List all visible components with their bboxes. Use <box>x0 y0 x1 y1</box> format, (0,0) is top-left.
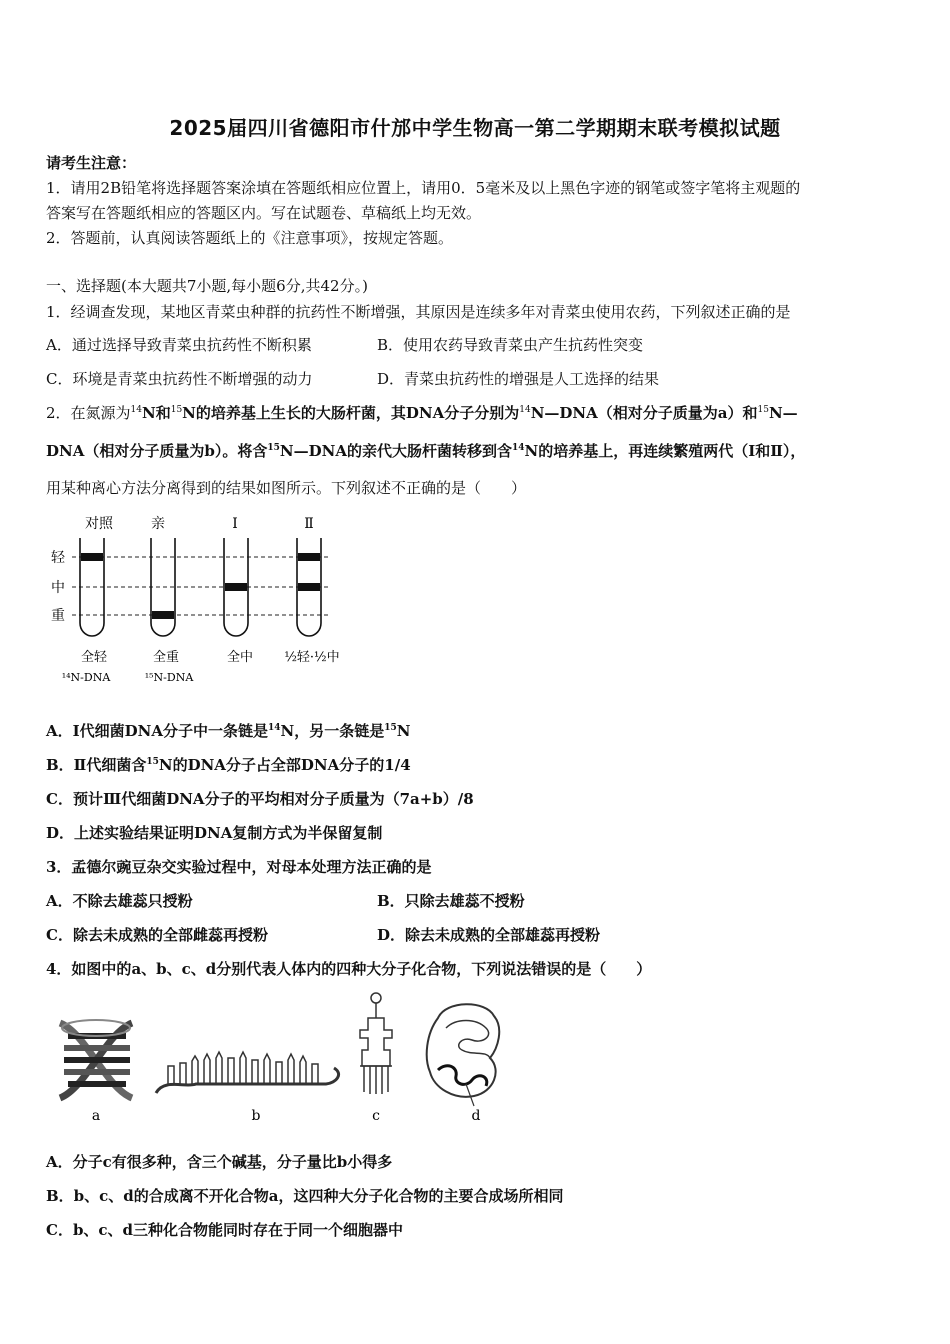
band-parent-heavy <box>152 611 174 619</box>
trna-c <box>360 993 392 1094</box>
band-control-light <box>81 553 103 561</box>
macromolecule-figure <box>46 988 516 1128</box>
header-control: 对照 <box>85 516 113 532</box>
caption-15n-dna: ¹⁵N-DNA <box>144 671 194 684</box>
q2-stem-line-3: 用某种离心方法分离得到的结果如图所示。下列叙述不正确的是（ ） <box>46 479 527 497</box>
q2-option-d: D．上述实验结果证明DNA复制方式为半保留复制 <box>46 824 383 842</box>
protein-d <box>427 1004 500 1106</box>
header-gen-1: Ⅰ <box>232 516 238 532</box>
q1-stem: 1．经调查发现，某地区青菜虫种群的抗药性不断增强，其原因是连续多年对青菜虫使用农药，下列叙述正确的是 <box>46 303 791 321</box>
caption-all-mid: 全中 <box>226 650 254 665</box>
q2-stem-line-2: DNA（相对分子质量为b）。将含$^{15}$N—DNA的亲代大肠杆菌转移到含$^{14}$N的培养基上，再连续繁殖两代（Ⅰ和Ⅱ）， <box>46 442 806 460</box>
q3-option-d: D．除去未成熟的全部雄蕊再授粉 <box>377 926 601 944</box>
label-b: b <box>251 1108 261 1124</box>
row-mid-label: 中 <box>51 580 65 596</box>
q2-option-c: C．预计Ⅲ代细菌DNA分子的平均相对分子质量为（7a+b）/8 <box>46 790 474 808</box>
caption-all-light: 全轻 <box>80 650 108 665</box>
page-title: 2025届四川省德阳市什邡中学生物高一第二学期期末联考模拟试题 <box>169 116 781 140</box>
q4-option-a: A．分子c有很多种，含三个碱基，分子量比b小得多 <box>46 1153 393 1171</box>
q2-option-a: A．Ⅰ代细菌DNA分子中一条链是$^{14}$N，另一条链是$^{15}$N <box>46 722 411 740</box>
caption-half-light-half-mid: ½轻·½中 <box>284 650 340 665</box>
q4-option-c: C．b、c、d三种化合物能同时存在于同一个细胞器中 <box>46 1221 404 1239</box>
q1-option-d: D．青菜虫抗药性的增强是人工选择的结果 <box>377 370 660 388</box>
caption-all-heavy: 全重 <box>152 650 180 665</box>
q2-stem-line-1: 2．在氮源为$^{14}$N和$^{15}$N的培养基上生长的大肠杆菌，其DNA分子分别为$^{14}$N—DNA（相对分子质量为a）和$^{15}$N— <box>46 404 798 422</box>
label-c: c <box>372 1108 380 1124</box>
band-gen2-light <box>298 553 320 561</box>
label-a: a <box>91 1108 101 1124</box>
q3-stem: 3．孟德尔豌豆杂交实验过程中，对母本处理方法正确的是 <box>46 858 432 876</box>
centrifuge-figure <box>46 510 356 690</box>
q1-option-a: A．通过选择导致青菜虫抗药性不断积累 <box>46 336 312 354</box>
notice-line-2: 答案写在答题纸相应的答题区内。写在试题卷、草稿纸上均无效。 <box>46 204 482 222</box>
label-d: d <box>471 1108 481 1124</box>
row-light-label: 轻 <box>51 550 65 566</box>
notice-heading: 请考生注意： <box>46 154 137 172</box>
notice-line-3: 2．答题前，认真阅读答题纸上的《注意事项》，按规定答题。 <box>46 229 454 247</box>
caption-14n-dna: ¹⁴N-DNA <box>61 671 111 684</box>
q4-option-b: B．b、c、d的合成离不开化合物a，这四种大分子化合物的主要合成场所相同 <box>46 1187 564 1205</box>
q3-option-c: C．除去未成熟的全部雌蕊再授粉 <box>46 926 268 944</box>
rna-strand-b <box>156 1052 339 1093</box>
q3-option-a: A．不除去雄蕊只授粉 <box>46 892 193 910</box>
dna-helix-a <box>60 1020 132 1098</box>
q4-stem: 4．如图中的a、b、c、d分别代表人体内的四种大分子化合物，下列说法错误的是（ ） <box>46 960 652 978</box>
q2-option-b: B．Ⅱ代细菌含$^{15}$N的DNA分子占全部DNA分子的1/4 <box>46 756 411 774</box>
band-gen2-mid <box>298 583 320 591</box>
notice-line-1: 1．请用2B铅笔将选择题答案涂填在答题纸相应位置上，请用0．5毫米及以上黑色字迹的钢笔或签字笔将主观题的 <box>46 179 801 197</box>
q3-option-b: B．只除去雄蕊不授粉 <box>377 892 525 910</box>
row-heavy-label: 重 <box>51 608 65 624</box>
section-heading: 一、选择题(本大题共7小题,每小题6分,共42分。) <box>46 277 368 295</box>
header-parent: 亲 <box>151 516 165 532</box>
header-gen-2: Ⅱ <box>304 516 314 532</box>
q1-option-b: B．使用农药导致青菜虫产生抗药性突变 <box>377 336 644 354</box>
band-gen1-mid <box>225 583 247 591</box>
q1-option-c: C．环境是青菜虫抗药性不断增强的动力 <box>46 370 313 388</box>
